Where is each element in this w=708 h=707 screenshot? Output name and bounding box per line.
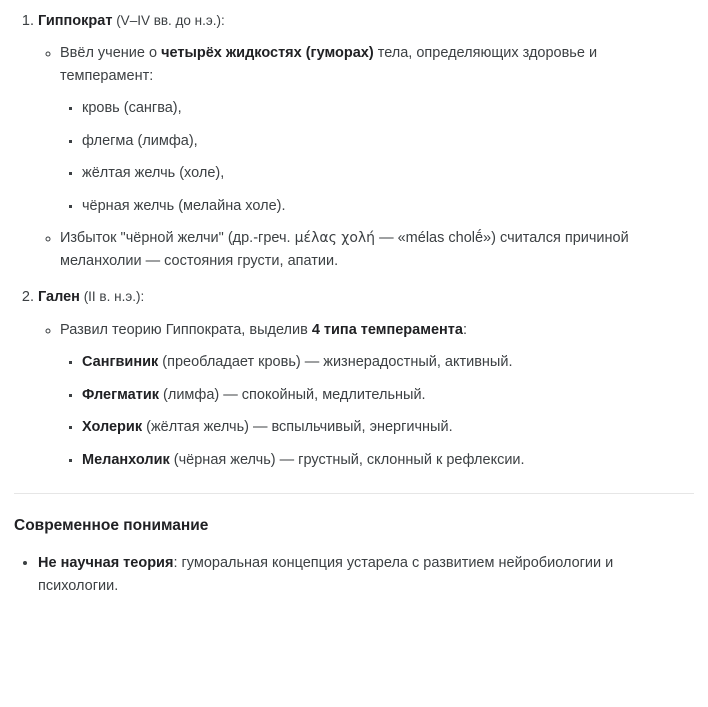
item-text: [82, 354, 512, 370]
text-prefix: Ввёл учение о: [60, 45, 162, 62]
item-text: [82, 419, 453, 435]
list-item: [82, 351, 694, 373]
item-text: [38, 289, 144, 305]
list-item: [82, 130, 694, 152]
temperament-desc: (жёлтая желчь) — вспыльчивый, энергичный.: [142, 419, 453, 436]
list-item: [60, 227, 694, 272]
item-text: кровь (сангва),: [82, 100, 182, 117]
term-dates: (II в. н.э.):: [79, 289, 145, 305]
temperament-desc: (чёрная желчь) — грустный, склонный к рефлексии.: [169, 451, 525, 468]
temperament-desc: (преобладает кровь) — жизнерадостный, активный.: [158, 354, 513, 371]
text-strong: 4 типа темперамента: [311, 321, 463, 338]
text-prefix: Развил теорию Гиппократа, выделив: [60, 321, 312, 338]
temperament-desc: (лимфа) — спокойный, медлительный.: [159, 386, 426, 403]
bullet-strong: Не научная теория: [38, 555, 174, 572]
sub-sub-list: [60, 97, 694, 217]
temperament-name: Холерик: [82, 419, 143, 436]
item-text: чёрная желчь (мелайна холе).: [82, 197, 286, 214]
temperament-name: Меланхолик: [82, 451, 170, 468]
sub-list: [38, 42, 694, 272]
section-divider: [14, 493, 694, 494]
temperament-name: Сангвиник: [82, 354, 159, 371]
sub-list: [38, 319, 694, 471]
greek-term: μέλας χολή: [294, 230, 376, 247]
list-item: [82, 416, 694, 438]
text-suffix: — «mélas cholḗ») считался причиной меланхолии — состояния грусти, апатии.: [60, 230, 629, 269]
list-item: [82, 162, 694, 184]
section-heading: Современное понимание: [14, 517, 209, 535]
text-prefix: Избыток "чёрной желчи" (др.-греч.: [60, 230, 295, 247]
temperament-name: Флегматик: [82, 386, 160, 403]
item-text: флегма (лимфа),: [82, 132, 198, 149]
text-strong: четырёх жидкостях (гуморах): [161, 45, 374, 62]
list-item: [82, 97, 694, 119]
list-item: [82, 384, 694, 406]
term-dates: (V–IV вв. до н.э.):: [112, 13, 225, 28]
item-text: [60, 230, 629, 269]
item-text: [82, 387, 426, 403]
list-item: [38, 552, 694, 597]
term-name: Гиппократ: [38, 13, 113, 29]
item-text: [82, 452, 525, 468]
section-bullet-list: [14, 552, 694, 597]
item-text: [38, 555, 613, 593]
sub-sub-list: [60, 351, 694, 471]
list-item: [60, 319, 694, 471]
list-item: [82, 195, 694, 217]
list-item: [38, 286, 694, 471]
bullet-rest: : гуморальная концепция устарела с развитием нейробиологии и психологии.: [38, 555, 614, 594]
list-item: [38, 10, 694, 272]
item-text: [60, 45, 597, 83]
text-suffix: тела, определяющих здоровье и темперамент:: [60, 45, 598, 84]
item-text: [38, 13, 225, 29]
item-text: [60, 322, 467, 338]
numbered-list: [14, 10, 694, 471]
item-text: жёлтая желчь (холе),: [82, 165, 225, 182]
list-item: [82, 449, 694, 471]
text-suffix: :: [462, 321, 467, 338]
list-item: [60, 42, 694, 217]
term-name: Гален: [38, 289, 80, 306]
